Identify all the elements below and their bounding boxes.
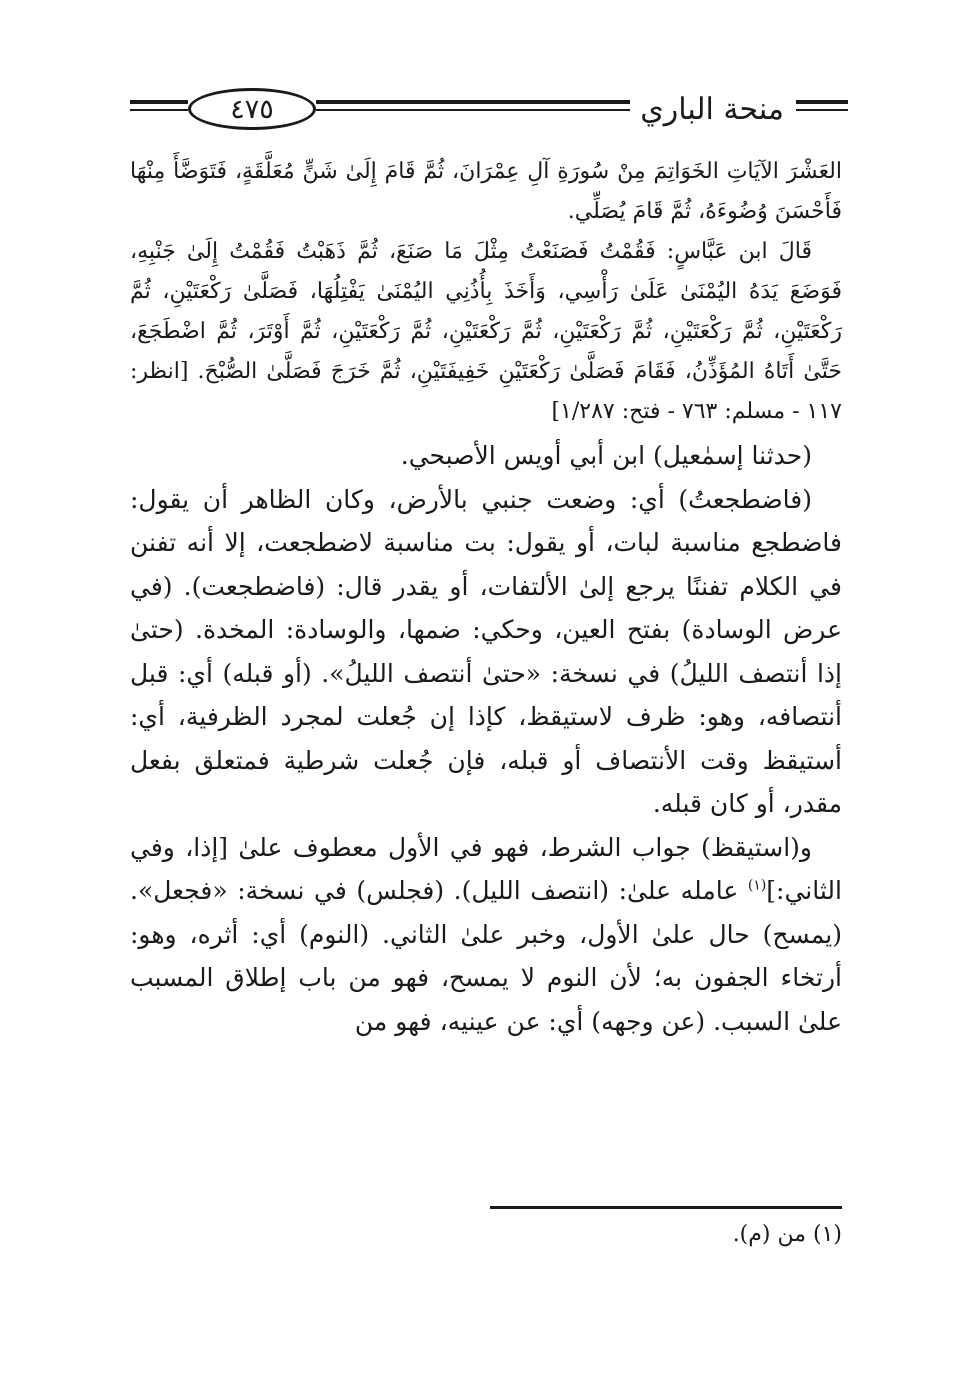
header-rule-right-top <box>796 100 848 104</box>
footnote: (١) من (م). <box>732 1222 842 1247</box>
header-rule-left-top <box>130 100 188 104</box>
book-title: منحة الباري <box>640 92 784 127</box>
commentary-paragraph-1: (حدثنا إسمٰعيل) ابن أبي أويس الأصبحي. <box>400 441 812 470</box>
header-rule-middle-top <box>316 100 630 104</box>
commentary-paragraph-2: (فاضطجعتُ) أي: وضعت جنبي بالأرض، وكان الظاهر أن يقول: فاضطجع مناسبة لبات، أو يقول: بت مناسبة لاضطجعت، إلا أنه تفنن في الكلام تفننًا يرجع إلىٰ الألتفات، أو يقدر قال: (فاضطجعت). (في عرض الوسادة) بفتح العين، وحكي: ضمها، والوسادة: المخدة. (حتىٰ إذا أنتصف الليلُ) في نسخة: «حتىٰ أنتصف الليلُ». (أو قبله) أي: قبل أنتصافه، وهو: ظرف لاستيقظ، كإذا إن جُعلت لمجرد الظرفية، أي: أستيقظ وقت الأنتصاف أو قبله، فإن جُعلت شرطية فمتعلق بفعل مقدر، أو كان قبله. <box>130 484 842 818</box>
page-number <box>188 88 316 130</box>
header-rule-middle-bottom <box>316 109 630 111</box>
hadith-line-2: قَالَ ابن عَبَّاسٍ: فَقُمْتُ فَصَنَعْتُ مِثْلَ مَا صَنَعَ، ثُمَّ ذَهَبْتُ فَقُمْتُ إِلَىٰ جَنْبِهِ، فَوَضَعَ يَدَهُ اليُمْنَىٰ عَلَىٰ رَأْسِي، وَأَخَذَ بِأُذُنِي اليُمْنَىٰ يَفْتِلُهَا، فَصَلَّىٰ رَكْعَتَيْنِ، ثُمَّ رَكْعَتَيْنِ، ثُمَّ رَكْعَتَيْنِ، ثُمَّ رَكْعَتَيْنِ، ثُمَّ رَكْعَتَيْنِ، ثُمَّ رَكْعَتَيْنِ، ثُمَّ أَوْتَرَ، ثُمَّ اضْطَجَعَ، حَتَّىٰ أَتَاهُ المُؤَذِّنُ، فَقَامَ فَصَلَّىٰ رَكْعَتَيْنِ خَفِيفَتَيْنِ، ثُمَّ خَرَجَ فَصَلَّىٰ الصُّبْحَ. [انظر: ١١٧ - مسلم: ٧٦٣ - فتح: ١/٢٨٧] <box>130 239 842 424</box>
footnote-reference: (١) <box>747 877 767 894</box>
page-body <box>130 152 842 1043</box>
commentary-paragraph-3 <box>130 826 842 1044</box>
commentary-p3-before: و(استيقظ) جواب الشرط، فهو في الأول معطوف علىٰ [إذا، وفي الثاني:] <box>130 832 842 905</box>
header-rule-right-bottom <box>796 109 848 111</box>
footnote-separator <box>490 1206 842 1209</box>
page-number-text: ٤٧٥ <box>230 93 274 125</box>
header-rule-left-bottom <box>130 109 188 111</box>
commentary-p3-after: عامله علىٰ: (انتصف الليل). (فجلس) في نسخة: «فجعل». (يمسح) حال علىٰ الأول، وخبر علىٰ الثاني. (النوم) أي: أثره، وهو: أرتخاء الجفون به؛ لأن النوم لا يمسح، فهو من باب إطلاق المسبب علىٰ السبب. (عن وجهه) أي: عن عينيه، فهو من <box>130 876 842 1036</box>
hadith-text <box>130 152 842 432</box>
commentary-text <box>130 434 842 1043</box>
hadith-line-1: العَشْرَ الآيَاتِ الخَوَاتِمَ مِنْ سُورَةِ آلِ عِمْرَانَ، ثُمَّ قَامَ إِلَىٰ شَنٍّ مُعَلَّقَةٍ، فَتَوَضَّأَ مِنْهَا فَأَحْسَنَ وُضُوءَهُ، ثُمَّ قَامَ يُصَلِّي. <box>130 159 842 224</box>
page-header <box>130 84 848 134</box>
